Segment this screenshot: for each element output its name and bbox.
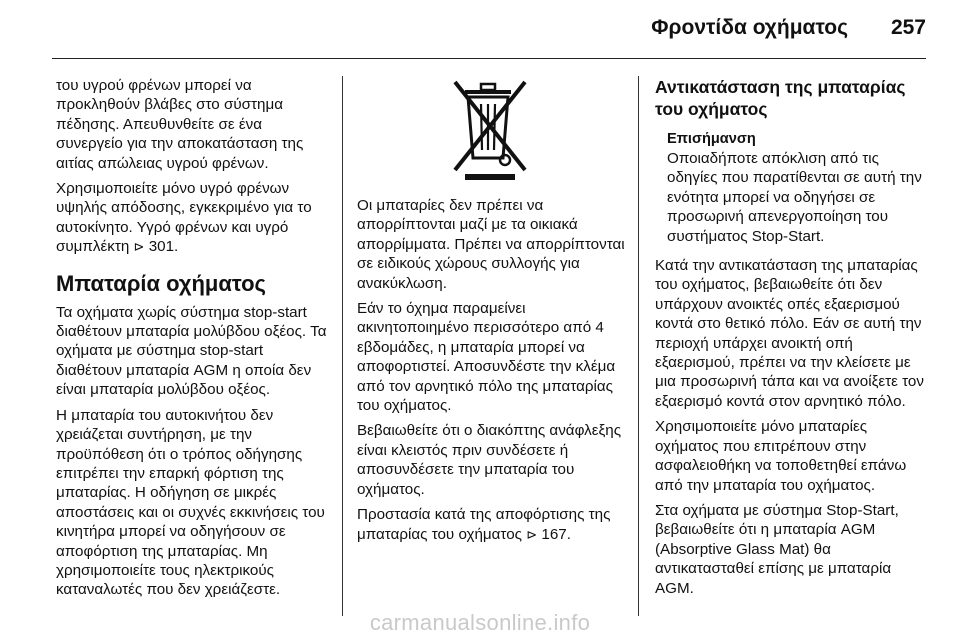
column-middle [357,76,625,550]
brake-fluid-usage-paragraph [56,179,328,257]
watermark: carmanualsonline.info [369,610,591,635]
column-left [56,76,328,606]
reference-arrow-icon: ⊳ [133,239,145,255]
discharge-protection-paragraph [357,505,625,544]
reference-arrow-icon: ⊳ [526,526,538,542]
agm-battery-paragraph: Στα οχήματα με σύστημα Stop-Start, βεβαιωθείτε ότι η μπαταρία AGM (Absorptive Glass Mat) θα αντικατασταθεί επίσης με μπαταρία AGM. [655,501,899,597]
brake-fluid-warning-paragraph: του υγρού φρένων μπορεί να προκληθούν βλάβες στο σύστημα πέδησης. Απευθυνθείτε σε ένα συνεργείο για την αποκατάσταση της αιτίας απώλειας υγρού φρένων. [56,77,304,172]
battery-types-paragraph: Τα οχήματα χωρίς σύστημα stop-start διαθέτουν μπαταρία μολύβδου οξέος. Τα οχήματα με σύστημα stop-start διαθέτουν μπαταρία AGM η οποία δεν είναι μπαταρία μολύβδου οξέος. [56,303,327,399]
column-divider [342,76,343,616]
header-rule [52,58,926,59]
page-header [0,0,960,58]
section-heading-vehicle-battery: Μπαταρία οχήματος [56,270,266,296]
vent-holes-paragraph: Κατά την αντικατάσταση της μπαταρίας του οχήματος, βεβαιωθείτε ότι δεν υπάρχουν ανοικτές οπές εξαερισμού κοντά στο θετικό πόλο. Εάν σε αυτή την περιοχή υπάρχει ανοικτή οπή εξαερισμού, πρέπει να την κλείσετε με μια προσωρινή τάπα και να ανοίξετε τον εξαερισμό κοντά στον αρνητικό πόλο. [655,257,924,410]
column-divider [638,76,639,616]
page-reference-link[interactable]: 167. [541,525,571,543]
note-box [655,130,927,246]
page-number: 257 [890,16,926,39]
note-title: Επισήμανση [667,131,756,147]
section-heading-battery-replacement: Αντικατάσταση της μπαταρίας του οχήματος [655,77,906,119]
page-reference-link[interactable]: 301. [148,238,179,256]
crossed-out-wheelie-bin-icon [441,78,541,182]
battery-maintenance-paragraph: Η μπαταρία του αυτοκινήτου δεν χρειάζεται συντήρηση, με την προϋπόθεση ότι ο τρόπος οδήγησης επιτρέπει την επαρκή φόρτιση της μπαταρίας. Η οδήγηση σε μικρές αποστάσεις και οι συχνές εκκινήσεις του κινητήρα μπορεί να οδηγήσουν σε αποφόρτιση της μπαταρίας. Μη χρησιμοποιείτε τους ηλεκτρικούς καταναλωτές που δεν χρειάζεστε. [56,406,325,599]
ignition-switch-paragraph: Βεβαιωθείτε ότι ο διακόπτης ανάφλεξης είναι κλειστός πριν συνδέσετε ή αποσυνδέσετε την μπαταρία του οχήματος. [357,422,622,498]
column-right [655,76,927,604]
note-text: Οποιαδήποτε απόκλιση από τις οδηγίες που παρατίθενται σε αυτή την ενότητα μπορεί να οδηγήσει σε προσωρινή απενεργοποίηση του συστήματος Stop-Start. [667,150,922,245]
page-title: Φροντίδα οχήματος [651,16,848,39]
battery-disconnect-paragraph: Εάν το όχημα παραμείνει ακινητοποιημένο περισσότερο από 4 εβδομάδες, η μπαταρία μπορεί να αποφορτιστεί. Αποσυνδέστε την κλέμα από τον αρνητικό πόλο της μπαταρίας του οχήματος. [357,300,616,415]
discharge-protection-text: Προστασία κατά της αποφόρτισης της μπαταρίας του οχήματος [357,506,611,543]
brake-fluid-usage-text: Χρησιμοποιείτε μόνο υγρό φρένων υψηλής απόδοσης, εγκεκριμένο για το αυτοκίνητο. Υγρό φρένων και υγρό συμπλέκτη [56,180,312,256]
fuse-box-paragraph: Χρησιμοποιείτε μόνο μπαταρίες οχήματος που επιτρέπουν στην ασφαλειοθήκη να τοποθετηθεί επάνω από την μπαταρία του οχήματος. [655,418,907,494]
battery-disposal-paragraph: Οι μπαταρίες δεν πρέπει να απορρίπτονται μαζί με τα οικιακά απορρίμματα. Πρέπει να απορρίπτονται σε ειδικούς χώρους συλλογής για ανακύκλωση. [357,197,625,292]
